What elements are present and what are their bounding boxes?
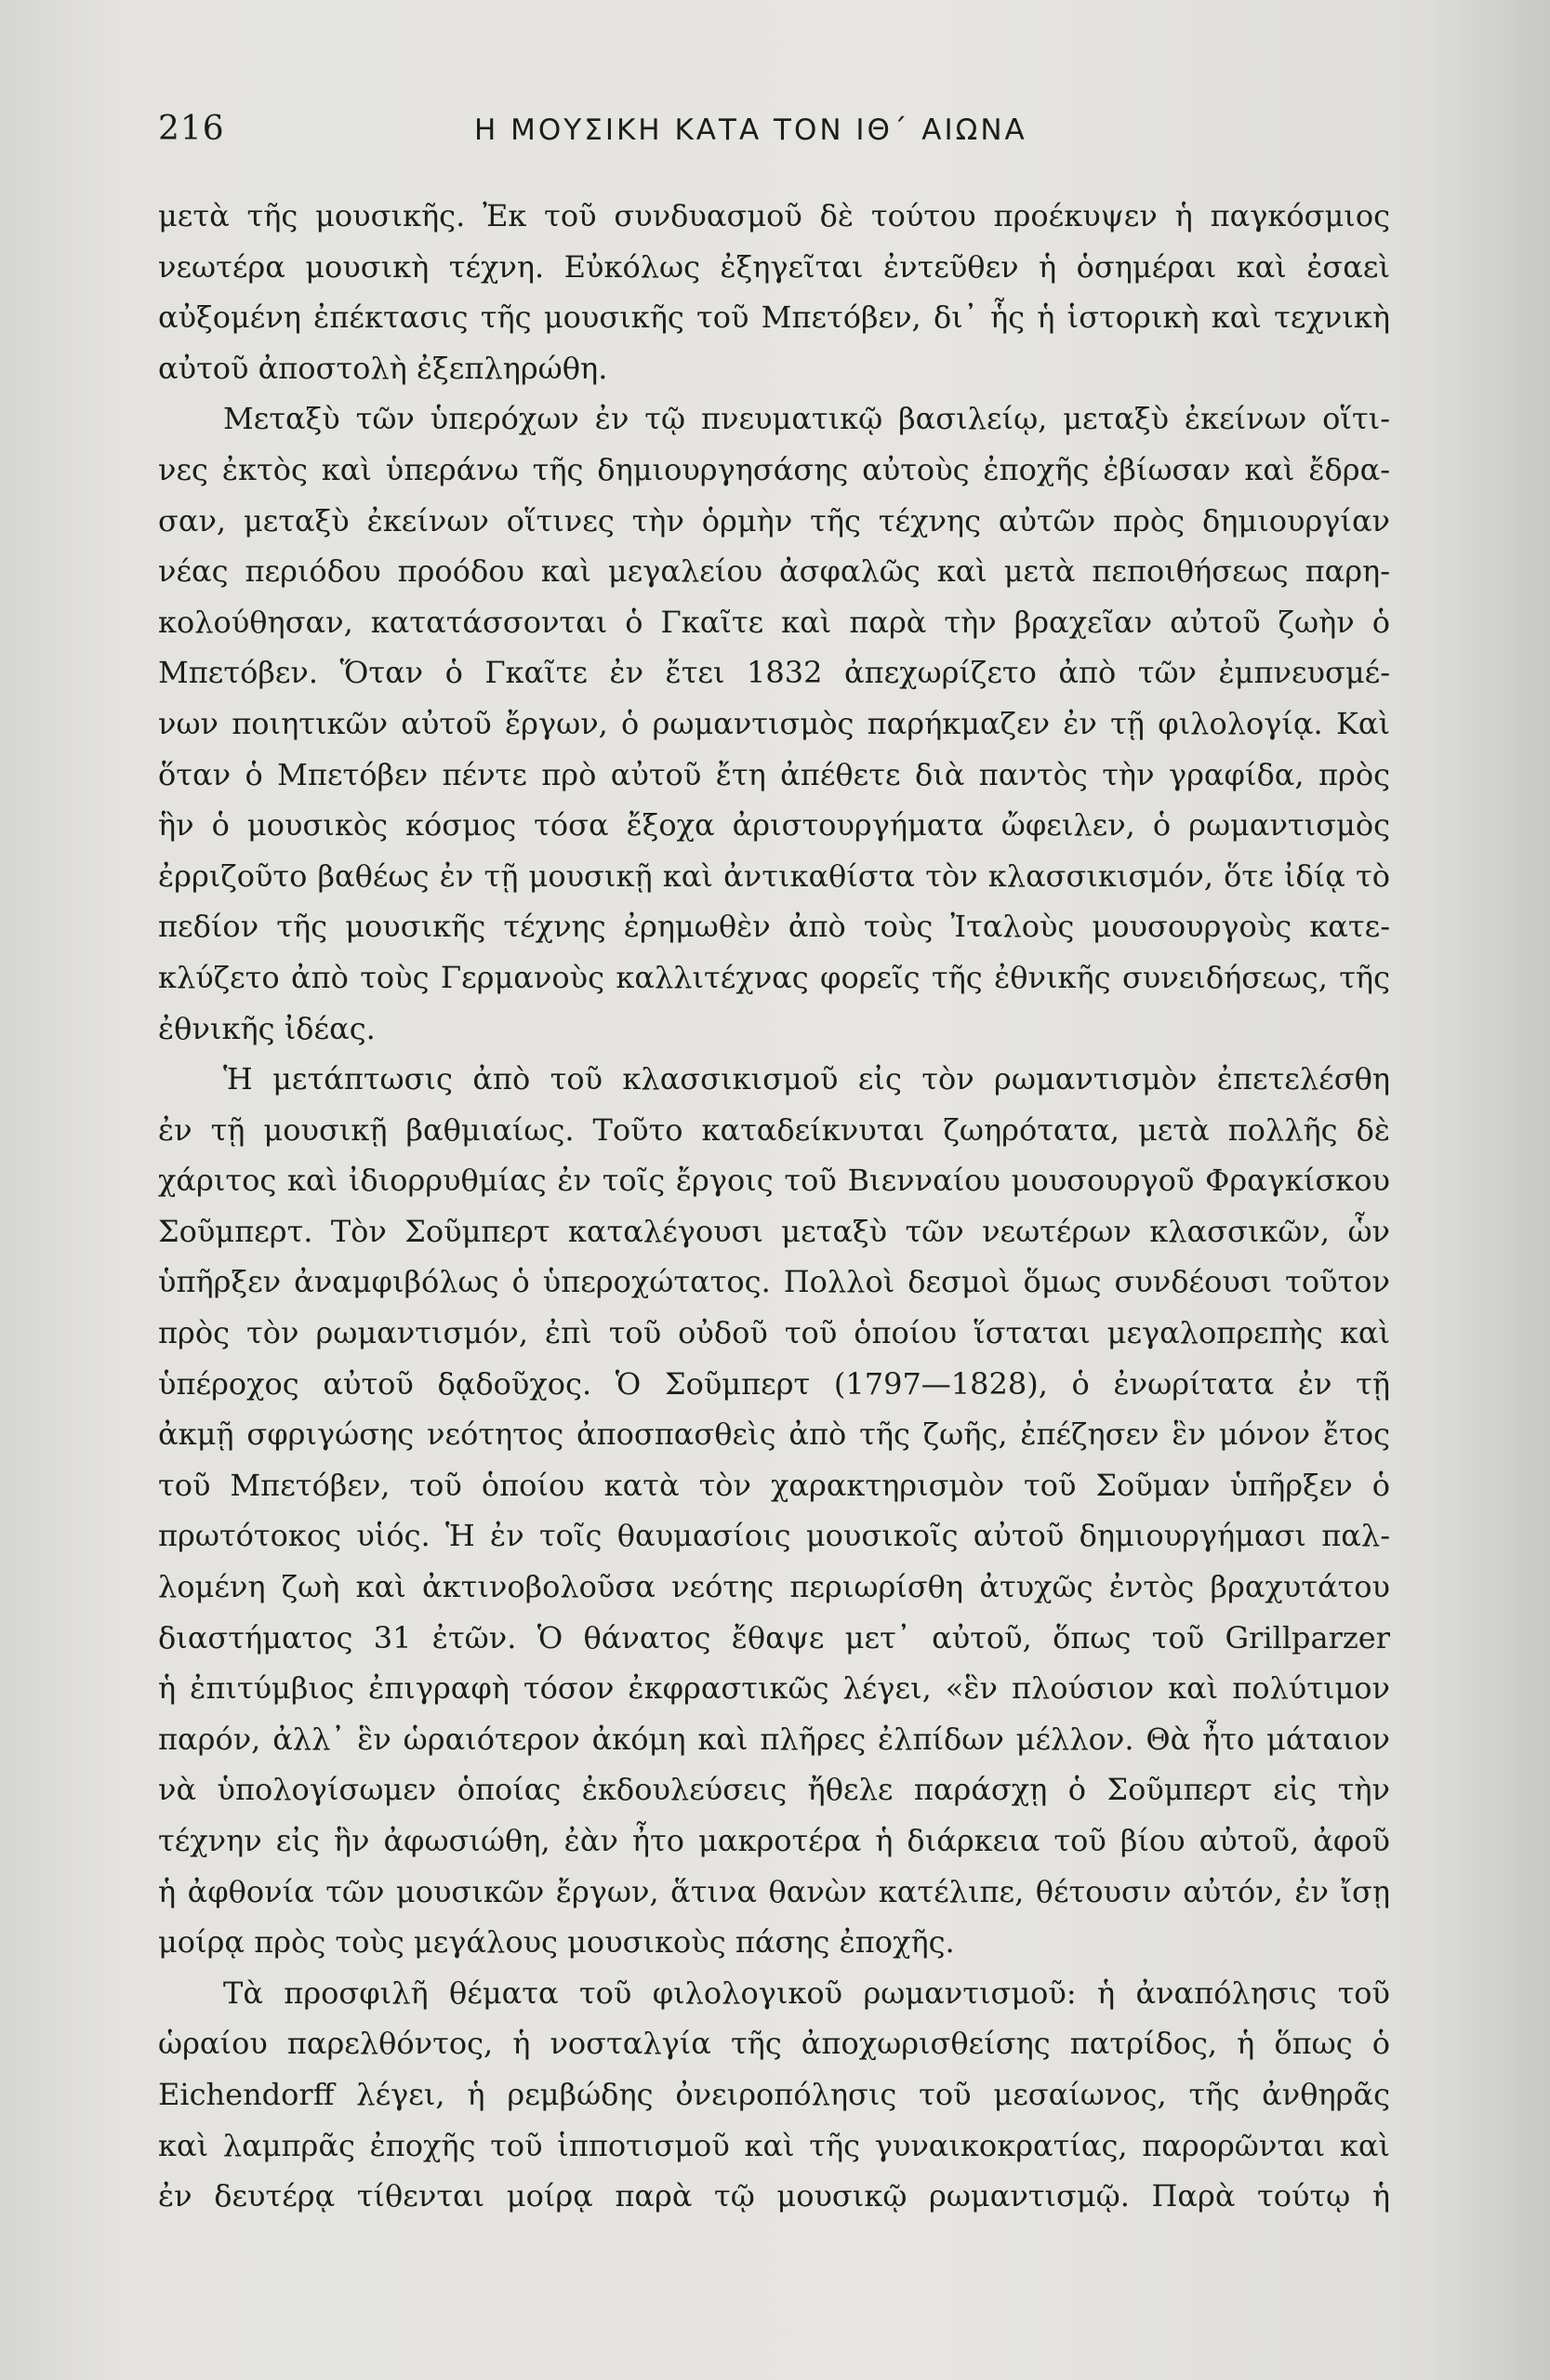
text-line: νεωτέρα μουσικὴ τέχνη. Εὐκόλως ἐξηγεῖται ἐντεῦθεν ἡ ὁσημέραι καὶ ἐσαεὶ <box>158 248 1390 285</box>
text-line: διαστήματος 31 ἐτῶν. Ὁ θάνατος ἔθαψε μετ᾽ αὐτοῦ, ὅπως τοῦ Grillparzer <box>158 1619 1390 1655</box>
text-line: πρωτότοκος υἱός. Ἡ ἐν τοῖς θαυμασίοις μουσικοῖς αὐτοῦ δημιουργήμασι παλ- <box>158 1518 1390 1554</box>
text-line: χάριτος καὶ ἰδιορρυθμίας ἐν τοῖς ἔργοις τοῦ Βιενναίου μουσουργοῦ Φραγκίσκου <box>158 1163 1390 1199</box>
text-line: Τὰ προσφιλῆ θέματα τοῦ φιλολογικοῦ ρωμαντισμοῦ: ἡ ἀναπόλησις τοῦ <box>223 1974 1390 2011</box>
text-line: σαν, μεταξὺ ἐκείνων οἵτινες τὴν ὁρμὴν τῆς τέχνης αὐτῶν πρὸς δημιουργίαν <box>158 502 1390 538</box>
text-line: ἐρριζοῦτο βαθέως ἐν τῇ μουσικῇ καὶ ἀντικαθίστα τὸν κλασσικισμόν, ὅτε ἰδίᾳ τὸ <box>158 858 1390 894</box>
text-line: ὑπέροχος αὐτοῦ δᾳδοῦχος. Ὁ Σοῦμπερτ (1797—1828), ὁ ἐνωρίτατα ἐν τῇ <box>158 1365 1390 1402</box>
text-line: Μεταξὺ τῶν ὑπερόχων ἐν τῷ πνευματικῷ βασιλείῳ, μεταξὺ ἐκείνων οἵτι- <box>223 401 1390 437</box>
text-line: μοίρᾳ πρὸς τοὺς μεγάλους μουσικοὺς πάσης ἐποχῆς. <box>158 1924 955 1961</box>
text-line: νες ἐκτὸς καὶ ὑπεράνω τῆς δημιουργησάσης αὐτοὺς ἐποχῆς ἐβίωσαν καὶ ἔδρα- <box>158 451 1390 487</box>
text-line: λομένη ζωὴ καὶ ἀκτινοβολοῦσα νεότης περιωρίσθη ἀτυχῶς ἐντὸς βραχυτάτου <box>158 1569 1390 1605</box>
text-line: Eichendorff λέγει, ἡ ρεμβώδης ὀνειροπόλησις τοῦ μεσαίωνος, τῆς ἀνθηρᾶς <box>158 2076 1390 2112</box>
text-line: ἐν δευτέρᾳ τίθενται μοίρᾳ παρὰ τῷ μουσικῷ ρωμαντισμῷ. Παρὰ τούτῳ ἡ <box>158 2178 1390 2214</box>
text-line: κολούθησαν, κατατάσσονται ὁ Γκαῖτε καὶ παρὰ τὴν βραχεῖαν αὐτοῦ ζωὴν ὁ <box>158 604 1390 640</box>
text-line: καὶ λαμπρᾶς ἐποχῆς τοῦ ἱπποτισμοῦ καὶ τῆς γυναικοκρατίας, παρορῶνται καὶ <box>158 2127 1390 2163</box>
text-line: παρόν, ἀλλ᾽ ἓν ὡραιότερον ἀκόμη καὶ πλῆρες ἐλπίδων μέλλον. Θὰ ἦτο μάταιον <box>158 1721 1390 1757</box>
text-line: ὡραίου παρελθόντος, ἡ νοσταλγία τῆς ἀποχωρισθείσης πατρίδος, ἡ ὅπως ὁ <box>158 2026 1390 2062</box>
text-line: Μπετόβεν. Ὅταν ὁ Γκαῖτε ἐν ἔτει 1832 ἀπεχωρίζετο ἀπὸ τῶν ἐμπνευσμέ- <box>158 655 1390 691</box>
text-line: αὐξομένη ἐπέκτασις τῆς μουσικῆς τοῦ Μπετόβεν, δι᾽ ἧς ἡ ἱστορικὴ καὶ τεχνικὴ <box>158 299 1390 336</box>
text-line: νέας περιόδου προόδου καὶ μεγαλείου ἀσφαλῶς καὶ μετὰ πεποιθήσεως παρη- <box>158 553 1390 590</box>
text-line: πεδίον τῆς μουσικῆς τέχνης ἐρημωθὲν ἀπὸ τοὺς Ἰταλοὺς μουσουργοὺς κατε- <box>158 909 1390 945</box>
text-line: Σοῦμπερτ. Τὸν Σοῦμπερτ καταλέγουσι μεταξὺ τῶν νεωτέρων κλασσικῶν, ὧν <box>158 1213 1390 1249</box>
body-text <box>158 191 1390 2222</box>
text-line: ἐν τῇ μουσικῇ βαθμιαίως. Τοῦτο καταδείκνυται ζωηρότατα, μετὰ πολλῆς δὲ <box>158 1111 1390 1148</box>
text-line: Ἡ μετάπτωσις ἀπὸ τοῦ κλασσικισμοῦ εἰς τὸν ρωμαντισμὸν ἐπετελέσθη <box>223 1061 1390 1097</box>
text-line: ἡ ἀφθονία τῶν μουσικῶν ἔργων, ἅτινα θανὼν κατέλιπε, θέτουσιν αὐτόν, ἐν ἴσῃ <box>158 1873 1390 1909</box>
running-head: Η ΜΟΥΣΙΚΗ ΚΑΤΑ ΤΟΝ ΙΘ΄ ΑΙΩΝΑ <box>474 113 1027 147</box>
text-line: αὐτοῦ ἀποστολὴ ἐξεπληρώθη. <box>158 350 608 386</box>
text-line: ἐθνικῆς ἰδέας. <box>158 1010 376 1046</box>
text-line: νὰ ὑπολογίσωμεν ὁποίας ἐκδουλεύσεις ἤθελε παράσχῃ ὁ Σοῦμπερτ εἰς τὴν <box>158 1772 1390 1808</box>
text-line: νων ποιητικῶν αὐτοῦ ἔργων, ὁ ρωμαντισμὸς παρήκμαζεν ἐν τῇ φιλολογίᾳ. Καὶ <box>158 705 1390 741</box>
text-line: ἀκμῇ σφριγώσης νεότητος ἀποσπασθεὶς ἀπὸ τῆς ζωῆς, ἐπέζησεν ἓν μόνον ἔτος <box>158 1416 1390 1453</box>
page-number: 216 <box>158 110 225 148</box>
text-line: τέχνην εἰς ἣν ἀφωσιώθη, ἐὰν ἦτο μακροτέρα ἡ διάρκεια τοῦ βίου αὐτοῦ, ἀφοῦ <box>158 1823 1390 1858</box>
text-line: ἣν ὁ μουσικὸς κόσμος τόσα ἔξοχα ἀριστουργήματα ὤφειλεν, ὁ ρωμαντισμὸς <box>158 807 1390 844</box>
text-line: μετὰ τῆς μουσικῆς. Ἐκ τοῦ συνδυασμοῦ δὲ τούτου προέκυψεν ἡ παγκόσμιος <box>158 198 1390 233</box>
text-line: ἡ ἐπιτύμβιος ἐπιγραφὴ τόσον ἐκφραστικῶς λέγει, «ἓν πλούσιον καὶ πολύτιμον <box>158 1670 1390 1707</box>
text-line: πρὸς τὸν ρωμαντισμόν, ἐπὶ τοῦ οὐδοῦ τοῦ ὁποίου ἵσταται μεγαλοπρεπὴς καὶ <box>158 1315 1390 1351</box>
text-line: τοῦ Μπετόβεν, τοῦ ὁποίου κατὰ τὸν χαρακτηρισμὸν τοῦ Σοῦμαν ὑπῆρξεν ὁ <box>158 1467 1390 1503</box>
page-header <box>158 110 1385 166</box>
text-line: ὅταν ὁ Μπετόβεν πέντε πρὸ αὐτοῦ ἔτη ἀπέθετε διὰ παντὸς τὴν γραφίδα, πρὸς <box>158 756 1390 792</box>
text-line: ὑπῆρξεν ἀναμφιβόλως ὁ ὑπεροχώτατος. Πολλοὶ δεσμοὶ ὅμως συνδέουσι τοῦτον <box>158 1264 1390 1300</box>
text-line: κλύζετο ἀπὸ τοὺς Γερμανοὺς καλλιτέχνας φορεῖς τῆς ἐθνικῆς συνειδήσεως, τῆς <box>158 959 1390 995</box>
